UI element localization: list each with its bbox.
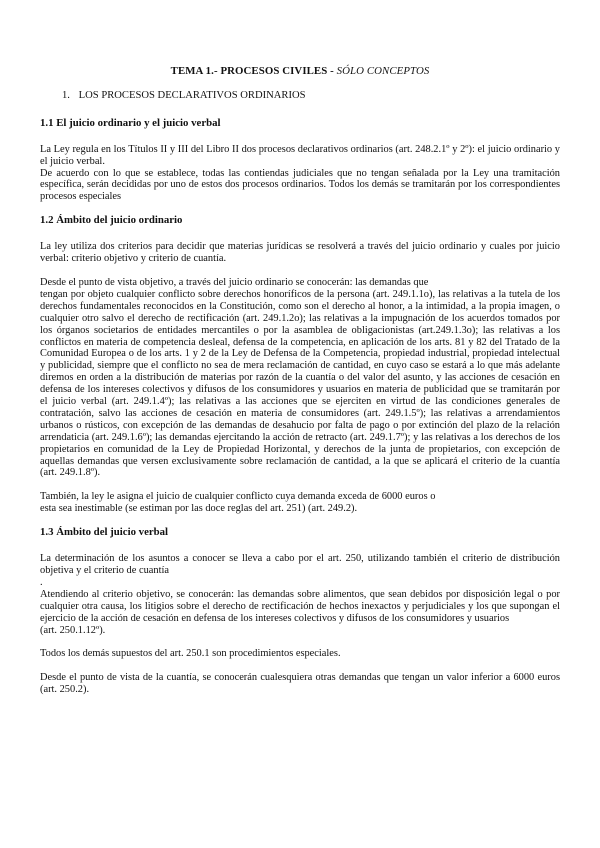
section-label: LOS PROCESOS DECLARATIVOS ORDINARIOS bbox=[78, 89, 306, 101]
title-main: TEMA 1.- PROCESOS CIVILES bbox=[170, 65, 328, 77]
paragraph: Atendiendo al criterio objetivo, se conocerán: las demandas sobre alimentos, que sean debidos por disposición legal o por cualquier otra causa, los litigios sobre el derecho de rectificación de hechos inexactos y perjudiciales y los que supongan el ejercicio de la acción de cesación en defensa de los intereses colectivos y difusos de los consumidores y usuarios bbox=[40, 588, 560, 624]
paragraph: También, la ley le asigna el juicio de cualquier conflicto cuya demanda exceda de 6000 euros o bbox=[40, 491, 436, 503]
paragraph: La Ley regula en los Títulos II y III del Libro II dos procesos declarativos ordinarios (art. 248.2.1º y 2º): el juicio ordinario y el juicio verbal. bbox=[40, 143, 560, 167]
paragraph: esta sea inestimable (se estiman por las doce reglas del art. 251) (art. 249.2). bbox=[40, 503, 358, 515]
section-heading-1-1: 1.1 El juicio ordinario y el juicio verbal bbox=[40, 116, 221, 129]
paragraph: La ley utiliza dos criterios para decidir que materias jurídicas se resolverá a través del juicio ordinario y cuales por juicio verbal: criterio objetivo y criterio de cuantía. bbox=[40, 241, 560, 265]
paragraph: Desde el punto de vista objetivo, a través del juicio ordinario se conocerán: las demandas que bbox=[40, 276, 429, 288]
paragraph: Todos los demás supuestos del art. 250.1 son procedimientos especiales. bbox=[40, 648, 341, 660]
title-separator: - bbox=[327, 65, 337, 77]
paragraph: Desde el punto de vista de la cuantía, se conocerán cualesquiera otras demandas que tengan un valor inferior a 6000 euros (art. 250.2). bbox=[40, 672, 560, 696]
paragraph: La determinación de los asuntos a conocer se lleva a cabo por el art. 250, utilizando también el criterio de distribución objetiva y el criterio de cuantía bbox=[40, 553, 560, 576]
paragraph: De acuerdo con lo que se establece, todas las contiendas judiciales que no tengan señalada por la Ley una tramitación específica, serán decididas por uno de estos dos procesos ordinarios. Todos los demás se tramitarán por los correspondientes procesos especiales bbox=[40, 167, 560, 203]
paragraph: (art. 250.1.12º). bbox=[40, 624, 106, 636]
title-subtitle: SÓLO CONCEPTOS bbox=[336, 65, 430, 77]
section-heading-1-3: 1.3 Ámbito del juicio verbal bbox=[40, 526, 169, 539]
section-heading-1-2: 1.2 Ámbito del juicio ordinario bbox=[40, 214, 183, 227]
document-title bbox=[40, 66, 560, 78]
section-list-item bbox=[62, 90, 560, 102]
section-number: 1. bbox=[62, 89, 70, 101]
paragraph: tengan por objeto cualquier conflicto sobre derechos honoríficos de la persona (art. 249.1.1o), las relativas a la tutela de los derechos fundamentales reconocidos en la Constitución, como son el derecho al honor, a la intimidad, a la propia imagen, o cualquier otro salvo el derecho de rectificación (art. 249.1.2o); las relativas a la impugnación de los acuerdos tomados por los órganos societarios de entidades mercantiles o por la asamblea de obligacionistas (art.249.1.3o); las relativas a los conflictos en materia de competencia desleal, defensa de la competencia, en aplicación de los arts. 81 y 82 del Tratado de la Comunidad Europea o de los arts. 1 y 2 de la Ley de Defensa de la Competencia, propiedad industrial, propiedad intelectual y publicidad, siempre que el conflicto no sea de mera reclamación de cantidad, en cuyo caso se estará a lo que más adelante diremos en orden a la distribución de materias por razón de la cuantía o del valor del asunto, y las acciones de cesación en defensa de los intereses colectivos y difusos de los consumidores y usuarios en materia de publicidad que se tramitarán por el juicio verbal (art. 249.1.4º); las relativas a las acciones que se ejerciten en virtud de las condiciones generales de contratación, salvo las acciones de cesación en materia de consumidores (art. 249.1.5º); las relativas a arrendamientos urbanos o rústicos, con excepción de las demandas de desahucio por falta de pago o por extinción del plazo de la relación arrendaticia (art. 249.1.6º); las demandas ejercitando la acción de retracto (art. 249.1.7º); y las relativas a los derechos de los propietarios en comunidad de la Ley de Propiedad Horizontal, y derechos de la junta de propietarios, con excepción de aquellas demandas que versen exclusivamente sobre reclamación de cantidad, a la que se aplicará el criterio de la cuantía (art. 249.1.8º). bbox=[40, 288, 560, 479]
document-page bbox=[40, 66, 560, 696]
paragraph: . bbox=[40, 576, 43, 588]
